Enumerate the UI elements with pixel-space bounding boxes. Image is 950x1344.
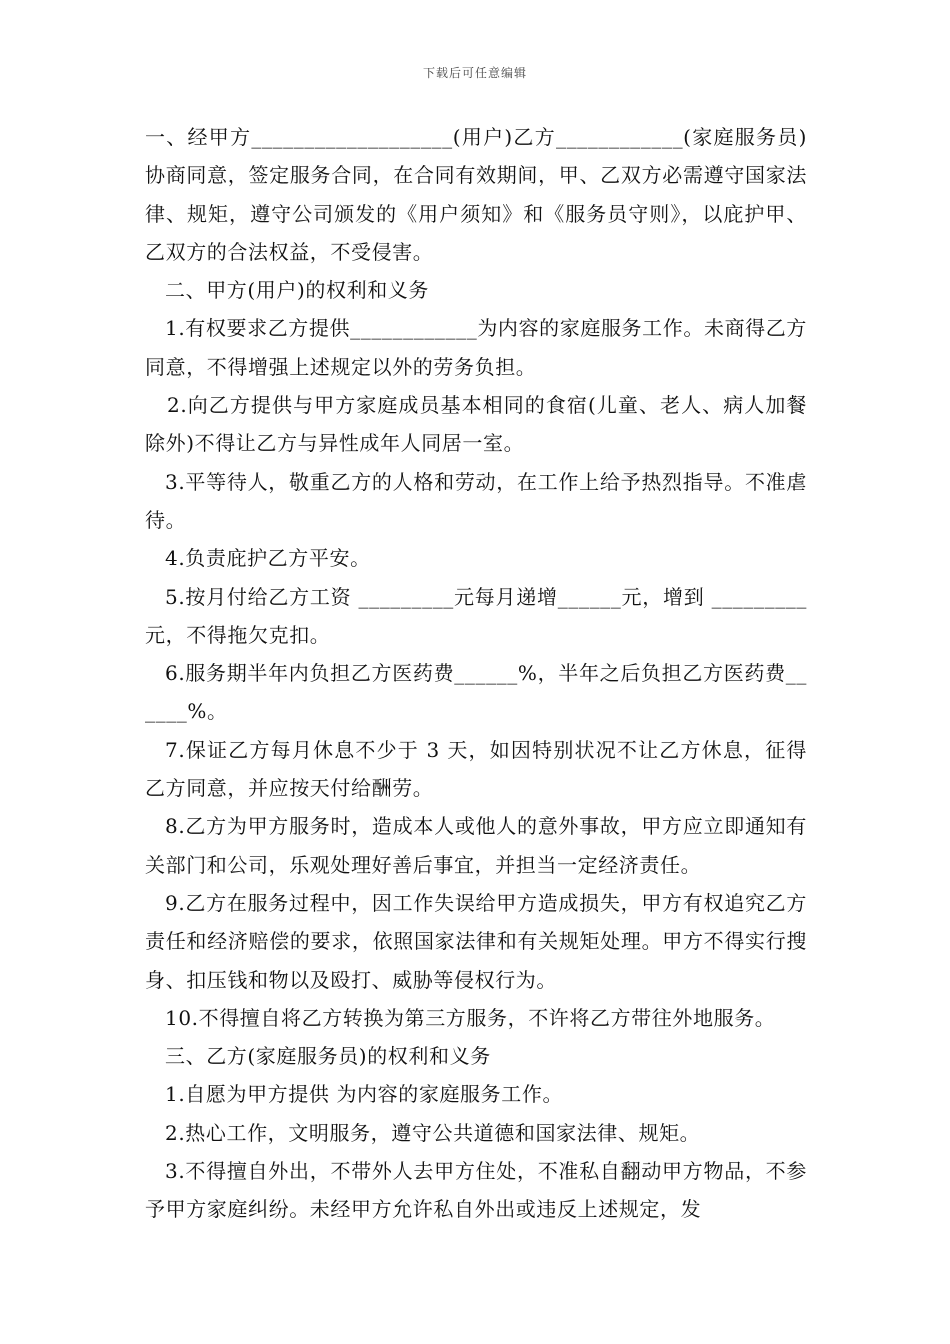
list-item: 3.不得擅自外出，不带外人去甲方住处，不准私自翻动甲方物品，不参予甲方家庭纠纷。未经甲方允许私自外出或违反上述规定，发 [145,1159,807,1222]
list-item: 2.向乙方提供与甲方家庭成员基本相同的食宿(儿童、老人、病人加餐除外)不得让乙方与异性成年人同居一室。 [145,393,807,456]
section-heading-party-b: 三、乙方(家庭服务员)的权利和义务 [165,1044,491,1069]
list-item: 5.按月付给乙方工资 _________元每月递增______元，增到 _________元，不得拖欠克扣。 [145,584,807,647]
section-heading-party-a: 二、甲方(用户)的权利和义务 [165,278,430,303]
list-item: 7.保证乙方每月休息不少于 3 天，如因特别状况不让乙方休息，征得乙方同意，并应按天付给酬劳。 [145,737,807,801]
list-item: 1.有权要求乙方提供____________为内容的家庭服务工作。未商得乙方同意，不得增强上述规定以外的劳务负担。 [145,316,807,379]
list-item: 4.负责庇护乙方平安。 [165,546,371,571]
paragraph-clause-1: 一、经甲方___________________(用户)乙方____________(家庭服务员)协商同意，签定服务合同，在合同有效期间，甲、乙双方必需遵守国家法律、规矩，遵守公司颁发的《用户须知》和《服务员守则》，以庇护甲、乙双方的合法权益，不受侵害。 [145,125,807,264]
list-item: 10.不得擅自将乙方转换为第三方服务，不许将乙方带往外地服务。 [165,1005,776,1030]
document-body [145,118,807,1229]
page-header: 下载后可任意编辑 [422,66,527,80]
list-item: 8.乙方为甲方服务时，造成本人或他人的意外事故，甲方应立即通知有关部门和公司，乐观处理好善后事宜，并担当一定经济责任。 [145,814,807,877]
list-item: 1.自愿为甲方提供 为内容的家庭服务工作。 [165,1082,564,1107]
list-item: 9.乙方在服务过程中，因工作失误给甲方造成损失，甲方有权追究乙方责任和经济赔偿的要求，依照国家法律和有关规矩处理。甲方不得实行搜身、扣压钱和物以及殴打、威胁等侵权行为。 [145,890,807,992]
list-item: 6.服务期半年内负担乙方医药费______%，半年之后负担乙方医药费______%。 [145,661,807,724]
list-item: 2.热心工作，文明服务，遵守公共道德和国家法律、规矩。 [165,1120,701,1145]
list-item: 3.平等待人，敬重乙方的人格和劳动，在工作上给予热烈指导。不准虐待。 [145,469,807,532]
